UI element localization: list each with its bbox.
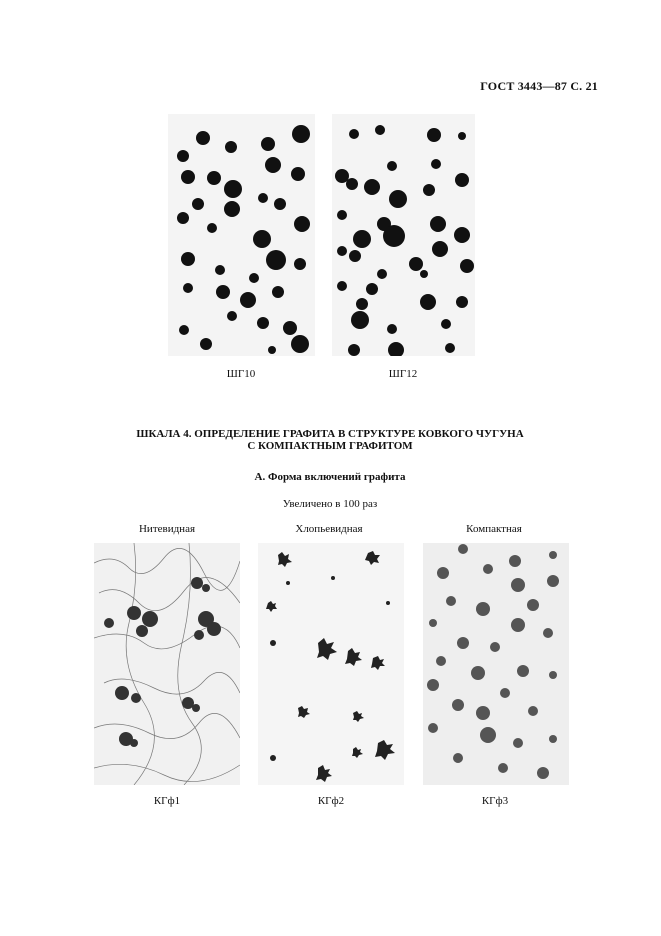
column-label-compact: Компактная — [466, 523, 522, 535]
magnification-note: Увеличено в 100 раз — [282, 498, 378, 510]
caption-shg10: ШГ10 — [226, 368, 256, 380]
page-header-ref: ГОСТ 3443—87 С. 21 — [480, 79, 598, 93]
micrograph-shg10-image — [168, 114, 315, 356]
column-label-filamentary: Нитевидная — [138, 523, 196, 535]
caption-kgf1: КГф1 — [153, 795, 181, 807]
micrograph-kgf1-image — [94, 543, 240, 785]
caption-kgf3: КГф3 — [481, 795, 509, 807]
section-title: А. Форма включений графита — [254, 471, 406, 483]
scale-title-line-1: ШКАЛА 4. ОПРЕДЕЛЕНИЕ ГРАФИТА В СТРУКТУРЕ КОВКОГО ЧУГУНА — [136, 428, 524, 440]
scale-title-line-2: С КОМПАКТНЫМ ГРАФИТОМ — [247, 440, 413, 452]
micrograph-kgf1 — [94, 543, 240, 785]
micrograph-kgf2-image — [258, 543, 404, 785]
micrograph-shg12 — [332, 114, 475, 356]
column-label-flaky: Хлопьевидная — [295, 523, 363, 535]
micrograph-shg10 — [168, 114, 315, 356]
micrograph-kgf2 — [258, 543, 404, 785]
caption-shg12: ШГ12 — [388, 368, 418, 380]
micrograph-kgf3 — [423, 543, 569, 785]
micrograph-kgf3-image — [423, 543, 569, 785]
micrograph-shg12-image — [332, 114, 475, 356]
scale-title — [60, 428, 600, 452]
caption-kgf2: КГф2 — [317, 795, 345, 807]
